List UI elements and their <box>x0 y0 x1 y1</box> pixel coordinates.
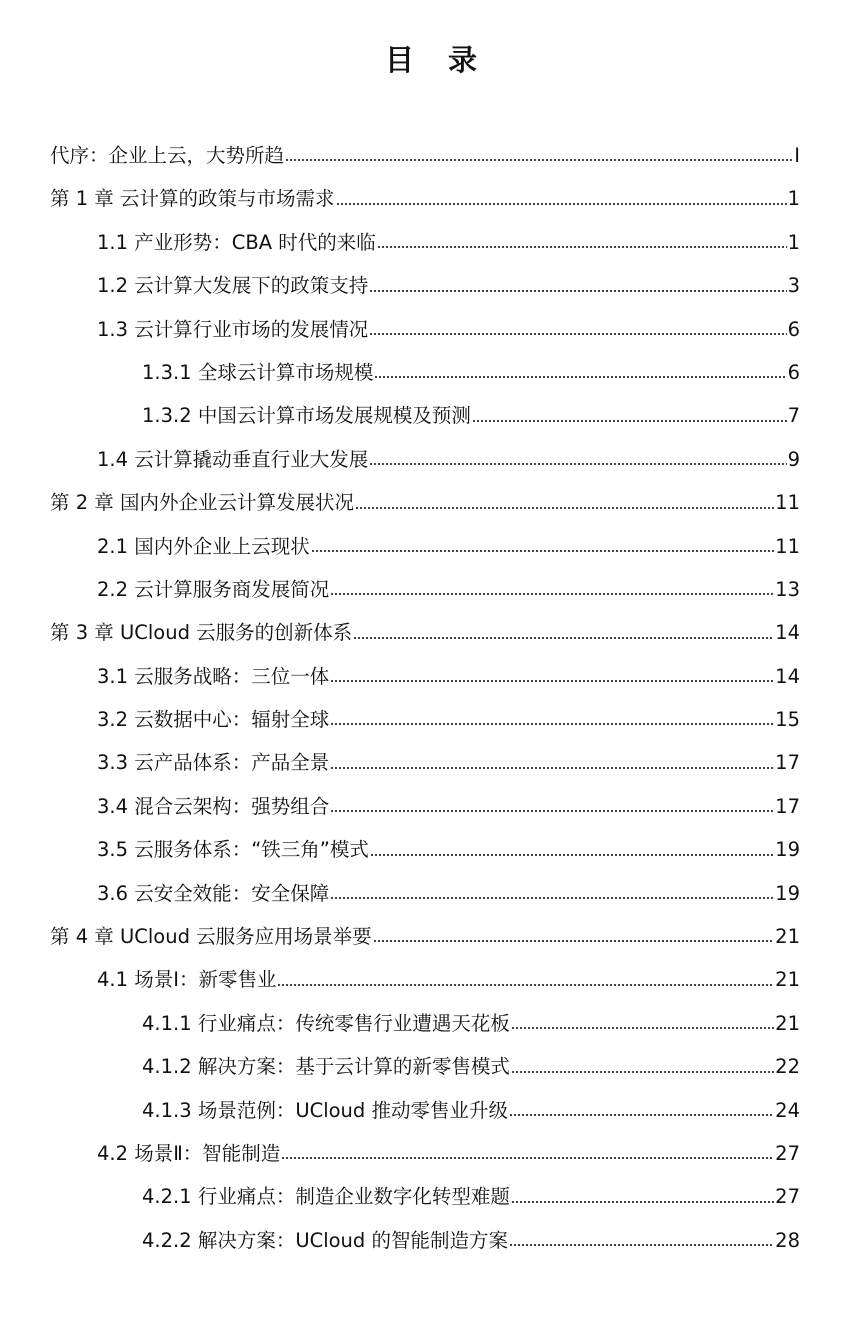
toc-entry-title: 1.1 产业形势：CBA 时代的来临 <box>97 230 376 254</box>
toc-entry-title: 4.1.2 解决方案：基于云计算的新零售模式 <box>142 1055 510 1079</box>
toc-entry-page-number: 19 <box>775 838 800 862</box>
toc-entry[interactable] <box>50 611 800 654</box>
toc-entry[interactable] <box>50 351 800 394</box>
toc-entry-title: 4.2.1 行业痛点：制造企业数字化转型难题 <box>142 1185 510 1209</box>
toc-entry-page-number: 21 <box>775 925 800 949</box>
dot-leader <box>330 896 774 900</box>
toc-entry[interactable] <box>50 438 800 481</box>
toc-entry-title: 3.6 云安全效能：安全保障 <box>97 881 330 905</box>
toc-entry[interactable] <box>50 394 800 437</box>
table-of-contents <box>50 134 800 1262</box>
toc-entry-title: 3.3 云产品体系：产品全景 <box>97 751 330 775</box>
toc-entry-title: 1.3 云计算行业市场的发展情况 <box>97 317 369 341</box>
toc-entry-title: 4.1.3 场景范例：UCloud 推动零售业升级 <box>142 1098 508 1122</box>
toc-entry-page-number: 21 <box>775 968 800 992</box>
toc-entry-title: 第 4 章 UCloud 云服务应用场景举要 <box>50 925 372 949</box>
toc-entry[interactable] <box>50 1045 800 1088</box>
toc-entry-title: 3.1 云服务战略：三位一体 <box>97 664 330 688</box>
dot-leader <box>285 158 793 162</box>
toc-entry[interactable] <box>50 481 800 524</box>
toc-entry[interactable] <box>50 655 800 698</box>
toc-entry[interactable] <box>50 568 800 611</box>
toc-entry[interactable] <box>50 1089 800 1132</box>
toc-entry-page-number: 17 <box>775 751 800 775</box>
toc-entry-title: 第 3 章 UCloud 云服务的创新体系 <box>50 621 353 645</box>
dot-leader <box>330 722 774 726</box>
toc-entry-page-number: 24 <box>775 1098 800 1122</box>
toc-entry-page-number: 28 <box>775 1228 800 1252</box>
toc-entry-title: 2.2 云计算服务商发展简况 <box>97 577 330 601</box>
dot-leader <box>373 939 774 943</box>
toc-entry[interactable] <box>50 221 800 264</box>
dot-leader <box>353 636 774 640</box>
dot-leader <box>330 679 774 683</box>
toc-entry[interactable] <box>50 872 800 915</box>
dot-leader <box>281 1156 774 1160</box>
toc-entry-title: 3.5 云服务体系：“铁三角”模式 <box>97 838 369 862</box>
toc-entry-page-number: 13 <box>775 577 800 601</box>
toc-entry-title: 1.2 云计算大发展下的政策支持 <box>97 274 369 298</box>
toc-entry[interactable] <box>50 828 800 871</box>
toc-entry-page-number: 6 <box>787 360 800 384</box>
toc-entry-page-number: 9 <box>787 447 800 471</box>
toc-entry-title: 1.3.2 中国云计算市场发展规模及预测 <box>142 404 471 428</box>
toc-entry-page-number: 17 <box>775 794 800 818</box>
toc-entry-page-number: 14 <box>775 664 800 688</box>
dot-leader <box>374 375 786 379</box>
toc-entry-title: 4.2.2 解决方案：UCloud 的智能制造方案 <box>142 1228 508 1252</box>
toc-entry-title: 2.1 国内外企业上云现状 <box>97 534 310 558</box>
toc-entry[interactable] <box>50 741 800 784</box>
dot-leader <box>511 1026 774 1030</box>
toc-entry-page-number: 7 <box>787 404 800 428</box>
dot-leader <box>330 592 774 596</box>
dot-leader <box>336 202 787 206</box>
toc-entry[interactable] <box>50 1002 800 1045</box>
toc-entry[interactable] <box>50 134 800 177</box>
toc-entry-page-number: 21 <box>775 1011 800 1035</box>
toc-entry-title: 1.3.1 全球云计算市场规模 <box>142 360 374 384</box>
dot-leader <box>511 1070 774 1074</box>
dot-leader <box>370 853 774 857</box>
dot-leader <box>355 506 774 510</box>
dot-leader <box>377 245 787 249</box>
toc-entry-title: 4.1.1 行业痛点：传统零售行业遭遇天花板 <box>142 1011 510 1035</box>
toc-entry-page-number: 6 <box>787 317 800 341</box>
toc-entry-title: 代序：企业上云，大势所趋 <box>50 144 285 167</box>
toc-entry-title: 第 2 章 国内外企业云计算发展状况 <box>50 491 355 515</box>
toc-entry-page-number: 15 <box>775 708 800 732</box>
toc-entry-page-number: I <box>794 144 800 167</box>
toc-entry-title: 第 1 章 云计算的政策与市场需求 <box>50 187 335 211</box>
toc-entry-page-number: 11 <box>775 491 800 515</box>
dot-leader <box>277 983 774 987</box>
dot-leader <box>369 332 786 336</box>
dot-leader <box>330 809 774 813</box>
dot-leader <box>509 1113 774 1117</box>
dot-leader <box>511 1200 774 1204</box>
toc-entry-page-number: 1 <box>787 187 800 211</box>
page-title: 目 录 <box>384 43 490 77</box>
dot-leader <box>330 766 774 770</box>
toc-entry-page-number: 22 <box>775 1055 800 1079</box>
toc-entry[interactable] <box>50 1175 800 1218</box>
dot-leader <box>509 1243 774 1247</box>
toc-entry-page-number: 3 <box>787 274 800 298</box>
toc-entry-title: 1.4 云计算撬动垂直行业大发展 <box>97 447 369 471</box>
toc-entry-page-number: 14 <box>775 621 800 645</box>
dot-leader <box>472 419 787 423</box>
dot-leader <box>369 289 786 293</box>
toc-entry-page-number: 19 <box>775 881 800 905</box>
toc-entry[interactable] <box>50 698 800 741</box>
toc-entry[interactable] <box>50 525 800 568</box>
dot-leader <box>369 462 786 466</box>
dot-leader <box>311 549 774 553</box>
toc-entry[interactable] <box>50 1219 800 1262</box>
toc-entry-title: 3.2 云数据中心：辐射全球 <box>97 708 330 732</box>
toc-entry-page-number: 27 <box>775 1185 800 1209</box>
toc-entry-page-number: 27 <box>775 1141 800 1165</box>
toc-entry[interactable] <box>50 308 800 351</box>
toc-entry-title: 4.1 场景Ⅰ：新零售业 <box>97 968 277 992</box>
toc-entry-title: 3.4 混合云架构：强势组合 <box>97 794 330 818</box>
toc-entry-title: 4.2 场景Ⅱ：智能制造 <box>97 1141 281 1165</box>
toc-entry[interactable] <box>50 177 800 220</box>
toc-entry-page-number: 11 <box>775 534 800 558</box>
toc-entry[interactable] <box>50 1132 800 1175</box>
toc-entry[interactable] <box>50 915 800 958</box>
toc-entry[interactable] <box>50 264 800 307</box>
toc-entry-page-number: 1 <box>787 230 800 254</box>
toc-entry[interactable] <box>50 958 800 1001</box>
toc-entry[interactable] <box>50 785 800 828</box>
